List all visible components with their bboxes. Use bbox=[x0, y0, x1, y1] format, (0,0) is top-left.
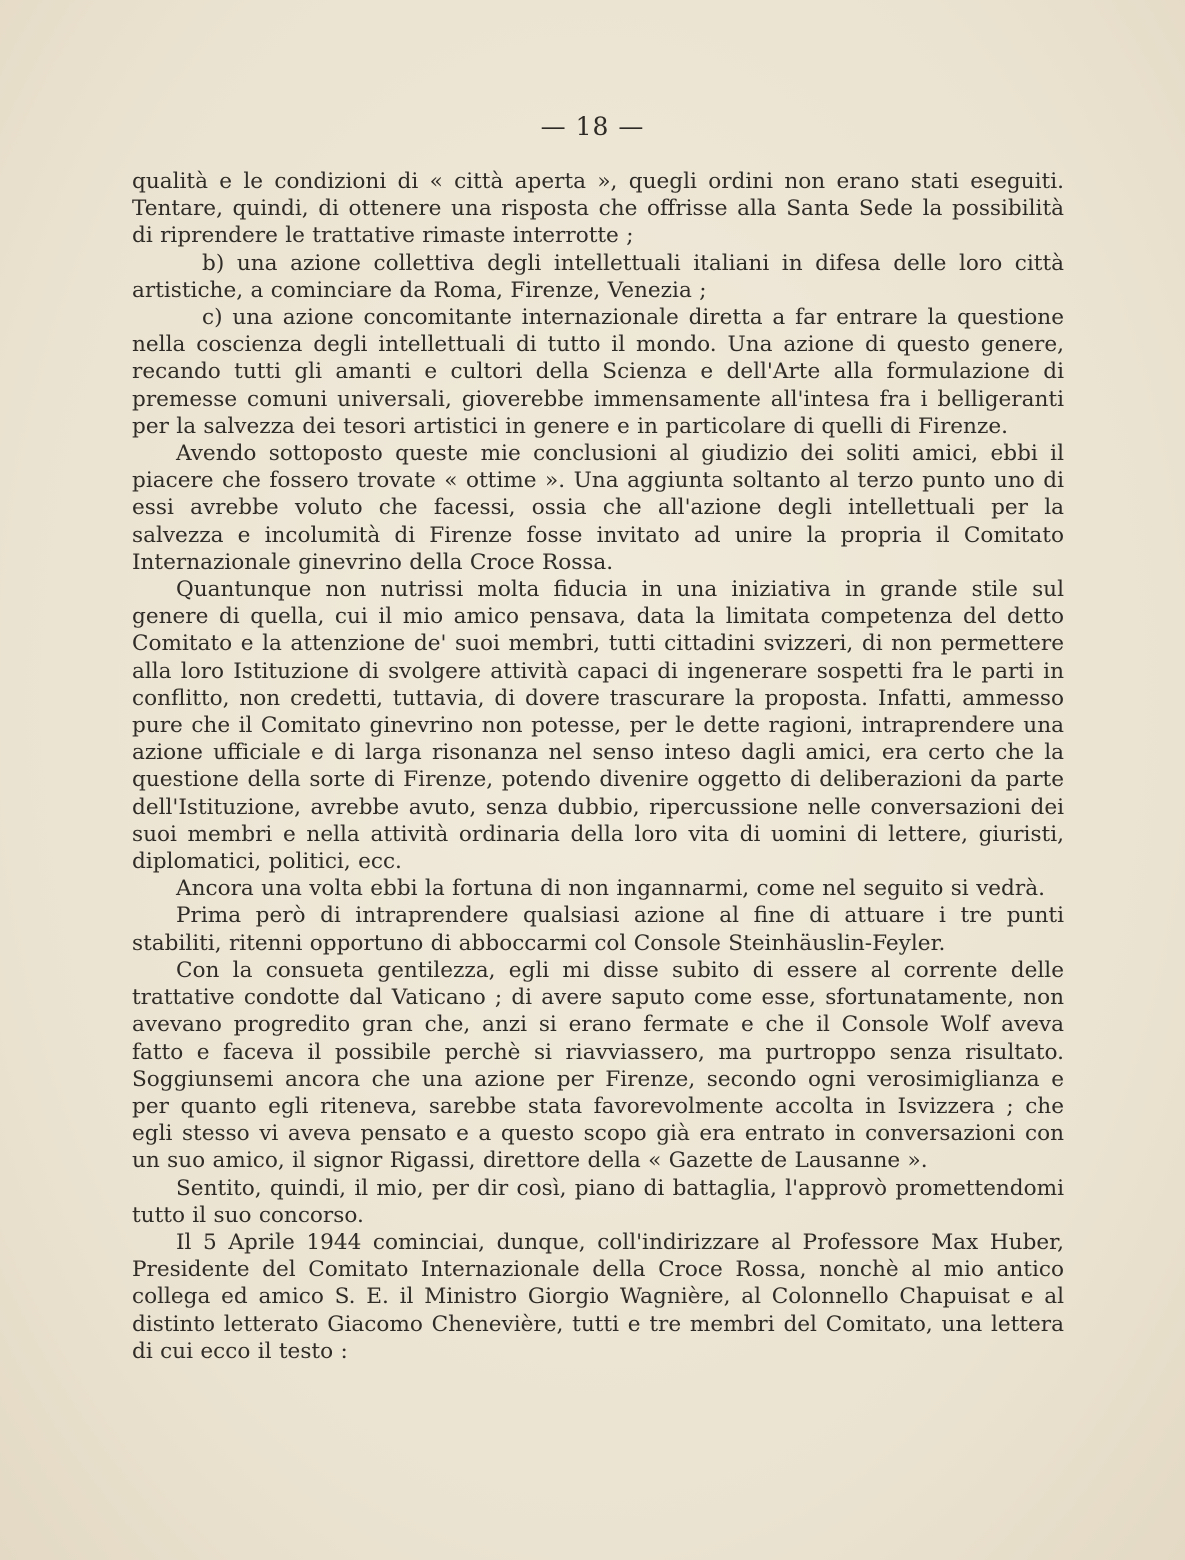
paragraph-letter-intro: Il 5 Aprile 1944 cominciai, dunque, coll'indirizzare al Professore Max Huber, Presidente del Comitato Internazionale della Croce Rossa, nonchè al mio antico collega ed amico S. E. il Ministro Giorgio Wagnière, al Colonnello Chapuisat e al distinto letterato Giacomo Chenevière, tutti e tre membri del Comitato, una lettera di cui ecco il testo : bbox=[132, 1229, 1064, 1364]
page-number: — 18 — bbox=[540, 112, 645, 141]
paragraph-red-cross-proposal: Quantunque non nutrissi molta fiducia in una iniziativa in grande stile sul genere di quella, cui il mio amico pensava, data la limitata competenza del detto Comitato e la attenzione de' suoi membri, tutti cittadini svizzeri, di non permettere alla loro Istituzione di svolgere attività capaci di ingenerare sospetti fra le parti in conflitto, non credetti, tuttavia, di dovere trascurare la proposta. Infatti, ammesso pure che il Comitato ginevrino non potesse, per le dette ragioni, intraprendere una azione ufficiale e di larga risonanza nel senso inteso dagli amici, era certo che la questione della sorte di Firenze, potendo divenire oggetto di deliberazioni da parte dell'Istituzione, avrebbe avuto, senza dubbio, ripercussione nelle conversazioni dei suoi membri e nella attività ordinaria della loro vita di uomini di lettere, giuristi, diplomatici, politici, ecc. bbox=[132, 577, 1064, 875]
paragraph-vatican-negotiations: Con la consueta gentilezza, egli mi disse subito di essere al corrente delle trattative condotte dal Vaticano ; di avere saputo come esse, sfortunatamente, non avevano progredito gran che, anzi si erano fermate e che il Console Wolf aveva fatto e faceva il possibile perchè si riavviassero, ma purtroppo senza risultato. Soggiunsemi ancora che una azione per Firenze, secondo ogni verosimiglianza e per quanto egli riteneva, sarebbe stata favorevolmente accolta in Isvizzera ; che egli stesso vi aveva pensato e a questo scopo già era entrato in conversazioni con un suo amico, il signor Rigassi, direttore della « Gazette de Lausanne ». bbox=[132, 957, 1064, 1174]
paragraph-point-c: c) una azione concomitante internazionale diretta a far entrare la questione nella coscienza degli intellettuali di tutto il mondo. Una azione di questo genere, recando tutti gli amanti e cultori della Scienza e dell'Arte alla formulazione di premesse comuni universali, gioverebbe immensamente all'intesa fra i belligeranti per la salvezza dei tesori artistici in genere e in particolare di quelli di Firenze. bbox=[132, 305, 1064, 439]
paragraph-consul-meeting: Prima però di intraprendere qualsiasi azione al fine di attuare i tre punti stabiliti, ritenni opportuno di abboccarmi col Console Steinhäuslin-Feyler. bbox=[132, 903, 1064, 956]
paragraph-approval: Sentito, quindi, il mio, per dir così, piano di battaglia, l'approvò promettendomi tutto il suo concorso. bbox=[132, 1175, 1064, 1228]
paragraph-point-b: b) una azione collettiva degli intellettuali italiani in difesa delle loro città artistiche, a cominciare da Roma, Firenze, Venezia ; bbox=[132, 250, 1064, 303]
paragraph-a-continuation: qualità e le condizioni di « città aperta », quegli ordini non erano stati eseguiti. Tentare, quindi, di ottenere una risposta che offrisse alla Santa Sede la possibilità di riprendere le trattative rimaste interrotte ; bbox=[132, 169, 1064, 249]
paragraph-fortune: Ancora una volta ebbi la fortuna di non ingannarmi, come nel seguito si vedrà. bbox=[176, 876, 1045, 902]
page-body-text bbox=[132, 168, 1064, 1365]
paragraph-conclusions: Avendo sottoposto queste mie conclusioni al giudizio dei soliti amici, ebbi il piacere che fossero trovate « ottime ». Una aggiunta soltanto al terzo punto uno di essi avrebbe voluto che facessi, ossia che all'azione degli intellettuali per la salvezza e incolumità di Firenze fosse invitato ad unire la propria il Comitato Internazionale ginevrino della Croce Rossa. bbox=[132, 441, 1064, 575]
